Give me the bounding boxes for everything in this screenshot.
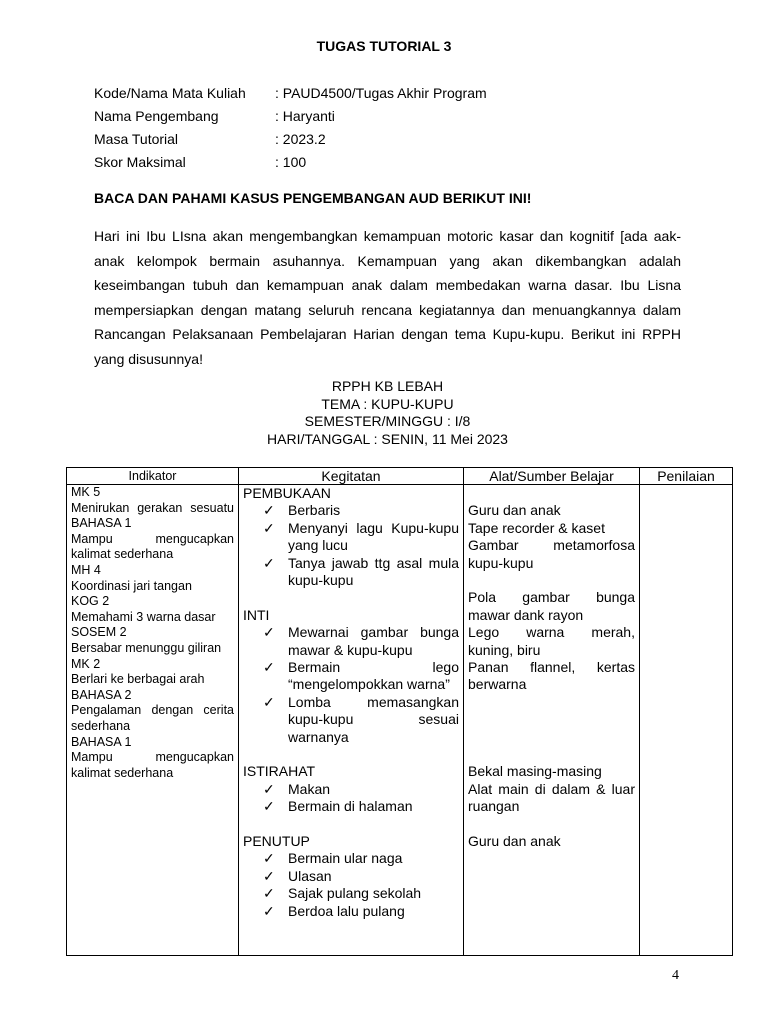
indikator-code: MH 4: [71, 562, 101, 577]
checkmark-icon: ✓: [263, 554, 275, 571]
course-info-row: [94, 82, 487, 105]
checkmark-icon: ✓: [263, 693, 275, 710]
rpph-title: RPPH KB LEBAH: [331, 378, 444, 394]
section-label-istirahat: ISTIRAHAT: [243, 763, 316, 780]
checkmark-icon: ✓: [263, 519, 275, 536]
activity-text: Bermain ular naga: [288, 850, 403, 867]
rpph-table: [66, 467, 733, 956]
checkmark-icon: ✓: [263, 902, 275, 919]
activity-text: Ulasan: [288, 867, 332, 884]
list-item: [243, 903, 459, 920]
kegiatan-cell: [239, 485, 464, 956]
checkmark-icon: ✓: [263, 850, 275, 867]
course-info-label: Skor Maksimal: [94, 154, 186, 170]
course-info: [94, 82, 487, 174]
resource-item: Tape recorder & kaset: [468, 519, 605, 536]
checkmark-icon: ✓: [263, 780, 275, 797]
list-item: [243, 659, 459, 694]
indikator-code: BAHASA 1: [71, 516, 132, 531]
list-item: [243, 555, 459, 590]
alat-cell: [464, 485, 640, 956]
course-info-label: Masa Tutorial: [94, 131, 179, 147]
course-info-row: [94, 151, 487, 174]
course-info-row: [94, 105, 487, 128]
table-header-row: [67, 468, 733, 485]
resource-item: Gambar metamorfosa kupu-kupu: [468, 537, 635, 571]
list-item: [243, 520, 459, 555]
course-info-row: [94, 128, 487, 151]
course-info-value: : 2023.2: [275, 131, 326, 147]
list-item: [243, 502, 459, 519]
activity-text: Makan: [288, 780, 331, 797]
resource-item: Bekal masing-masing: [468, 763, 602, 780]
activity-list: [243, 850, 459, 920]
checkmark-icon: ✓: [263, 624, 275, 641]
column-header-alat: Alat/Sumber Belajar: [464, 468, 640, 485]
activity-list: [243, 781, 459, 816]
column-header-indikator: Indikator: [67, 468, 239, 485]
checkmark-icon: ✓: [263, 867, 275, 884]
resource-item: Pola gambar bunga mawar dank rayon: [468, 589, 635, 623]
indikator-desc: Mampu mengucapkan kalimat sederhana: [71, 750, 234, 780]
list-item: [243, 885, 459, 902]
table-row: [67, 485, 733, 956]
course-info-label: Nama Pengembang: [94, 108, 219, 124]
list-item: [243, 624, 459, 659]
checkmark-icon: ✓: [263, 798, 275, 815]
penilaian-cell: [640, 485, 733, 956]
list-item: [243, 798, 459, 815]
activity-list: [243, 502, 459, 589]
column-header-kegiatan: Kegitatan: [239, 468, 464, 485]
activity-text: Berbaris: [288, 502, 341, 519]
indikator-desc: Menirukan gerakan sesuatu: [71, 500, 234, 515]
indikator-desc: Berlari ke berbagai arah: [71, 672, 205, 687]
indikator-desc: Memahami 3 warna dasar: [71, 609, 216, 624]
list-item: [243, 850, 459, 867]
activity-text: Menyanyi lagu Kupu-kupu yang lucu: [288, 519, 459, 554]
list-item: [243, 781, 459, 798]
rpph-semester: SEMESTER/MINGGU : I/8: [304, 413, 471, 429]
activity-text: Sajak pulang sekolah: [288, 885, 422, 902]
activity-list: [243, 624, 459, 746]
rpph-date: HARI/TANGGAL : SENIN, 11 Mei 2023: [267, 430, 508, 447]
indikator-code: BAHASA 1: [71, 734, 132, 749]
indikator-code: MK 2: [71, 656, 101, 671]
page-number: 4: [672, 968, 679, 983]
activity-text: Berdoa lalu pulang: [288, 902, 405, 919]
resource-item: Alat main di dalam & luar ruangan: [468, 780, 635, 815]
activity-text: Bermain di halaman: [288, 798, 413, 815]
indikator-desc: Mampu mengucapkan kalimat sederhana: [71, 531, 234, 562]
case-paragraph: Hari ini Ibu LIsna akan mengembangkan kemampuan motoric kasar dan kognitif [ada aak-anak kelompok bermain asuhannya. Kemampuan yang akan dikembangkan adalah keseimbangan tubuh dan kemampuan anak dalam membedakan warna dasar. Ibu Lisna mempersiapkan dengan matang seluruh rencana kegiatannya dan menuangkannya dalam Rancangan Pelaksanaan Pembelajaran Harian dengan tema Kupu-kupu. Berikut ini RPPH yang disusunnya!: [94, 228, 681, 367]
rpph-theme: TEMA : KUPU-KUPU: [321, 395, 454, 412]
indikator-code: SOSEM 2: [71, 625, 127, 640]
indikator-desc: Koordinasi jari tangan: [71, 578, 192, 593]
indikator-cell: [67, 485, 239, 956]
list-item: [243, 868, 459, 885]
activity-text: Mewarnai gambar bunga mawar & kupu-kupu: [288, 624, 459, 658]
checkmark-icon: ✓: [263, 885, 275, 902]
indikator-desc: Bersabar menunggu giliran: [71, 640, 222, 655]
column-header-penilaian: Penilaian: [640, 468, 733, 485]
checkmark-icon: ✓: [263, 502, 275, 519]
checkmark-icon: ✓: [263, 659, 275, 676]
document-title: TUGAS TUTORIAL 3: [316, 38, 452, 54]
course-info-value: : Haryanti: [275, 108, 335, 124]
resource-item: Guru dan anak: [468, 502, 561, 519]
list-item: [243, 694, 459, 746]
section-label-pembukaan: PEMBUKAAN: [243, 485, 331, 501]
rpph-header: [0, 378, 768, 448]
activity-text: Tanya jawab ttg asal mula kupu-kupu: [288, 554, 459, 589]
resource-item: Panan flannel, kertas berwarna: [468, 659, 635, 693]
course-info-label: Kode/Nama Mata Kuliah: [94, 85, 246, 101]
activity-text: Lomba memasangkan kupu-kupu sesuai warnanya: [288, 693, 459, 745]
indikator-code: KOG 2: [71, 594, 110, 609]
resource-item: Lego warna merah, kuning, biru: [468, 624, 635, 658]
course-info-value: : PAUD4500/Tugas Akhir Program: [275, 85, 487, 101]
section-label-penutup: PENUTUP: [243, 833, 310, 850]
activity-text: Bermain lego “mengelompokkan warna”: [288, 659, 459, 693]
section-label-inti: INTI: [243, 606, 270, 623]
case-heading: BACA DAN PAHAMI KASUS PENGEMBANGAN AUD BERIKUT INI!: [94, 190, 532, 206]
indikator-desc: Pengalaman dengan cerita sederhana: [71, 703, 234, 733]
indikator-code: MK 5: [71, 485, 101, 499]
course-info-value: : 100: [275, 154, 307, 170]
indikator-code: BAHASA 2: [71, 687, 132, 702]
resource-item: Guru dan anak: [468, 833, 561, 850]
